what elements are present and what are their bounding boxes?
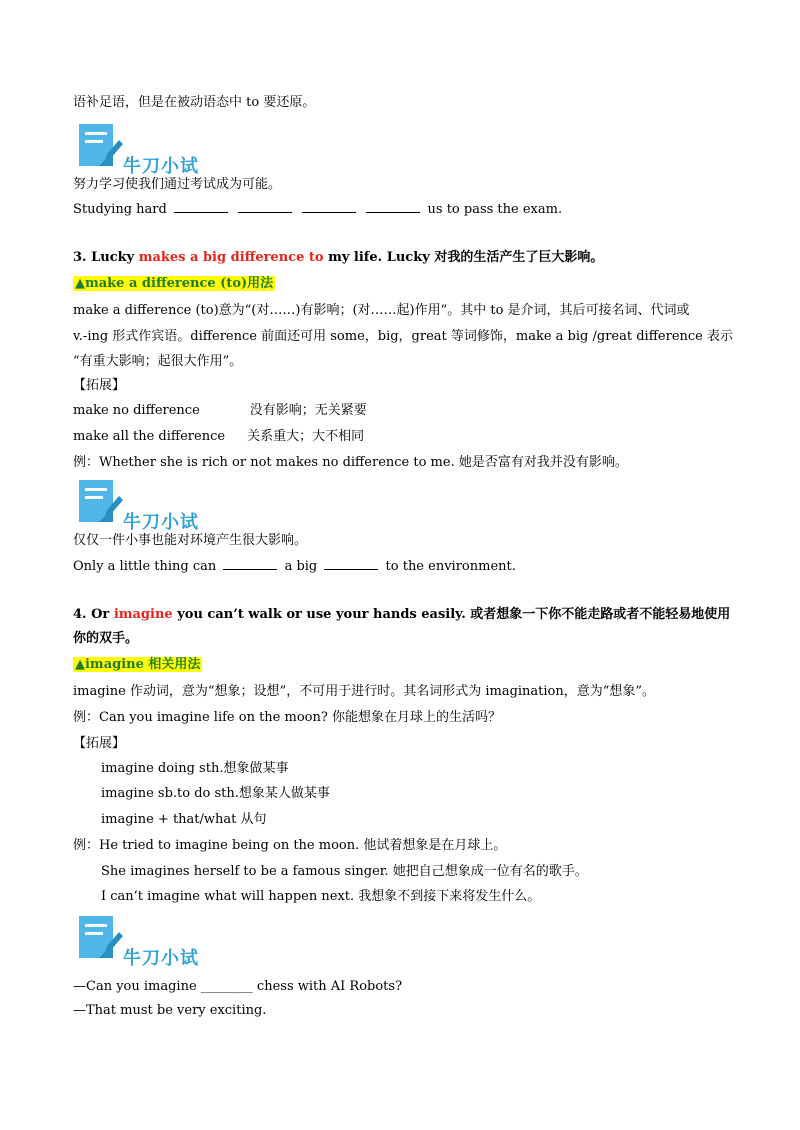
practice-block-1 xyxy=(73,122,273,182)
key-phrase: imagine xyxy=(113,607,173,622)
extension-item xyxy=(73,402,367,420)
section-3-title xyxy=(73,249,603,267)
paragraph-line: make a difference (to)意为“(对……)有影响；(对……起)作用”。其中 to 是介词，其后可接名词、代词或 xyxy=(73,303,690,318)
phrase-meaning: 没有影响；无关紧要 xyxy=(249,403,367,418)
exercise-1-chinese: 努力学习使我们通过考试成为可能。 xyxy=(73,177,282,192)
practice-block-2 xyxy=(73,478,273,538)
example-sentence: She imagines herself to be a famous singer. 她把自己想象成一位有名的歌手。 xyxy=(101,864,588,879)
answer-blank[interactable] xyxy=(366,200,420,213)
example-sentence: 例：Can you imagine life on the moon? 你能想象在月球上的生活吗？ xyxy=(73,710,501,725)
exercise-2-chinese: 仅仅一件小事也能对环境产生很大影响。 xyxy=(73,533,308,548)
practice-block-3 xyxy=(73,914,273,974)
usage-heading: ▲imagine 相关用法 xyxy=(75,657,201,672)
answer-blank[interactable] xyxy=(223,557,277,570)
exercise-1-suffix: us to pass the exam. xyxy=(427,202,563,217)
section-4-heading xyxy=(73,656,202,674)
phrase-meaning: 关系重大；大不相同 xyxy=(247,429,365,444)
paragraph-line: “有重大影响；起很大作用”。 xyxy=(73,354,243,369)
practice-title: 牛刀小试 xyxy=(123,512,199,533)
key-phrase: makes a big difference to xyxy=(138,250,324,265)
example-sentence: I can’t imagine what will happen next. 我想象不到接下来将发生什么。 xyxy=(101,889,541,904)
intro-line: 语补足语，但是在被动语态中 to 要还原。 xyxy=(73,95,316,110)
section-4-title-cont: 你的双手。 xyxy=(73,631,139,646)
practice-title: 牛刀小试 xyxy=(123,948,199,969)
extension-label: 【拓展】 xyxy=(73,378,126,393)
answer-blank[interactable] xyxy=(324,557,378,570)
sentence-part: a big xyxy=(284,559,318,574)
extension-item xyxy=(73,428,364,446)
extension-item: imagine sb.to do sth.想象某人做某事 xyxy=(101,786,330,801)
section-number: 3. xyxy=(73,250,87,265)
sentence-part: Only a little thing can xyxy=(73,559,217,574)
sentence-part: to the environment. xyxy=(385,559,516,574)
dialogue-answer: —That must be very exciting. xyxy=(73,1003,267,1018)
paragraph-line: v.-ing 形式作宾语。difference 前面还可用 some，big，great 等词修饰，make a big /great difference 表示 xyxy=(73,329,734,344)
exercise-1-prefix: Studying hard xyxy=(73,202,167,217)
extension-label: 【拓展】 xyxy=(73,736,126,751)
notepad-pencil-icon xyxy=(77,122,123,172)
phrase: make no difference xyxy=(73,403,200,418)
notepad-pencil-icon xyxy=(77,914,123,964)
extension-item: imagine doing sth.想象做某事 xyxy=(101,761,289,776)
answer-blank[interactable] xyxy=(174,200,228,213)
example-sentence: 例：Whether she is rich or not makes no difference to me. 她是否富有对我并没有影响。 xyxy=(73,455,628,470)
paragraph-line: imagine 作动词，意为“想象；设想”，不可用于进行时。其名词形式为 imagination，意为“想象”。 xyxy=(73,684,656,699)
section-3-heading xyxy=(73,275,275,293)
answer-blank[interactable] xyxy=(302,200,356,213)
section-number: 4. Or xyxy=(73,607,110,622)
exercise-2-sentence xyxy=(73,557,516,576)
section-4-title xyxy=(73,606,730,624)
practice-title: 牛刀小试 xyxy=(123,156,199,177)
phrase: make all the difference xyxy=(73,429,226,444)
example-sentence: 例：He tried to imagine being on the moon. 他试着想象是在月球上。 xyxy=(73,838,507,853)
exercise-1-sentence xyxy=(73,200,562,219)
answer-blank[interactable] xyxy=(238,200,292,213)
usage-heading: ▲make a difference (to)用法 xyxy=(75,276,274,291)
notepad-pencil-icon xyxy=(77,478,123,528)
dialogue-question: —Can you imagine ________ chess with AI Robots? xyxy=(73,979,403,994)
sentence-part: you can’t walk or use your hands easily. 或者想象一下你不能走路或者不能轻易地使用 xyxy=(177,607,731,622)
sentence-part: Lucky xyxy=(91,250,135,265)
extension-item: imagine + that/what 从句 xyxy=(101,812,267,827)
sentence-translation: Lucky 对我的生活产生了巨大影响。 xyxy=(386,250,604,265)
sentence-part: my life. xyxy=(328,250,383,265)
